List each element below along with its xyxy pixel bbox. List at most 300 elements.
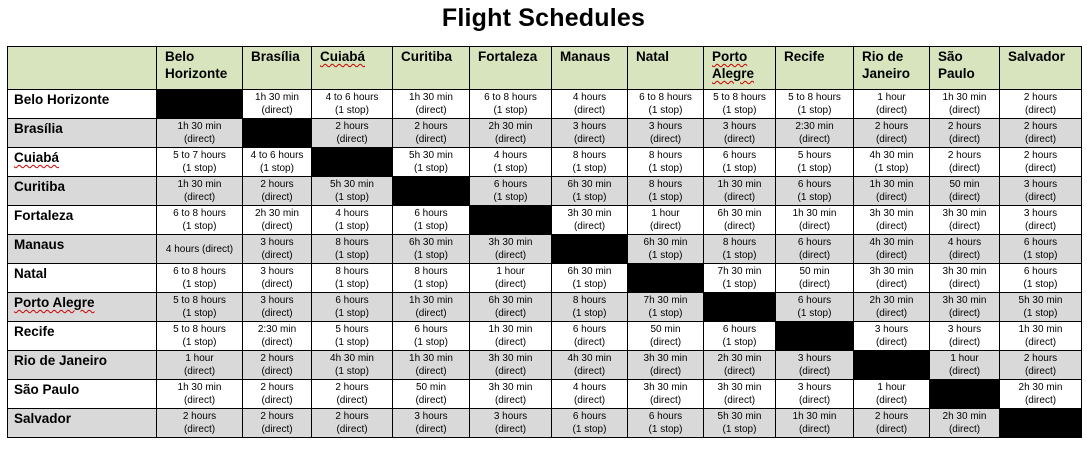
flight-duration: 3h 30 min <box>643 382 688 393</box>
table-row <box>8 90 1082 119</box>
flight-duration: 2h 30 min <box>255 208 299 219</box>
flight-stops: (direct) <box>494 308 527 319</box>
schedule-cell <box>243 264 312 293</box>
schedule-cell <box>854 380 930 409</box>
schedule-cell <box>628 90 704 119</box>
schedule-cell <box>470 177 552 206</box>
table-row <box>8 380 1082 409</box>
schedule-cell <box>552 293 628 322</box>
schedule-cell <box>157 351 243 380</box>
flight-stops: (direct) <box>261 308 293 319</box>
flight-stops: (1 stop) <box>260 163 294 174</box>
flight-stops: (1 stop) <box>414 221 448 232</box>
schedule-cell <box>776 177 854 206</box>
schedule-cell <box>776 264 854 293</box>
schedule-cell <box>393 351 470 380</box>
column-header <box>552 47 628 90</box>
schedule-cell <box>704 409 776 438</box>
flight-stops: (direct) <box>1024 163 1057 174</box>
flight-stops: (direct) <box>948 337 981 348</box>
schedule-cell <box>776 235 854 264</box>
flight-stops: (direct) <box>1024 134 1057 145</box>
schedule-cell <box>312 409 393 438</box>
schedule-cell <box>470 119 552 148</box>
flight-stops: (direct) <box>649 221 682 232</box>
flight-duration: 3 hours <box>260 237 294 248</box>
flight-duration: 6 hours <box>414 208 448 219</box>
flight-duration: 2 hours <box>947 121 982 132</box>
schedule-cell <box>628 177 704 206</box>
schedule-cell <box>628 322 704 351</box>
schedule-cell <box>628 293 704 322</box>
schedule-cell <box>470 148 552 177</box>
flight-stops: (1 stop) <box>335 366 369 377</box>
flight-stops: (1 stop) <box>722 337 757 348</box>
schedule-cell <box>1000 351 1082 380</box>
schedule-cell <box>470 351 552 380</box>
schedule-cell <box>776 206 854 235</box>
schedule-cell <box>704 380 776 409</box>
schedule-cell <box>854 90 930 119</box>
flight-duration: 5 to 8 hours <box>788 92 841 103</box>
schedule-cell <box>628 148 704 177</box>
flight-stops: (direct) <box>1024 395 1057 406</box>
schedule-cell <box>243 90 312 119</box>
flight-duration: 3h 30 min <box>942 295 987 306</box>
flight-duration: 1h 30 min <box>488 324 533 335</box>
schedule-cell <box>1000 293 1082 322</box>
schedule-cell <box>157 177 243 206</box>
schedule-cell <box>393 119 470 148</box>
flight-duration: 4 hours <box>335 208 369 219</box>
row-header <box>8 119 157 148</box>
diagonal-cell <box>776 322 854 351</box>
row-header-text: Brasília <box>14 121 63 136</box>
flight-stops: (1 stop) <box>182 163 217 174</box>
flight-stops: (1 stop) <box>335 279 369 290</box>
column-header <box>157 47 243 90</box>
flight-stops: (direct) <box>649 366 682 377</box>
schedule-cell <box>243 148 312 177</box>
flight-duration: 3h 30 min <box>869 266 914 277</box>
flight-duration: 2 hours <box>1023 92 1058 103</box>
flight-stops: (direct) <box>183 366 216 377</box>
table-row <box>8 293 1082 322</box>
flight-duration: 2 hours <box>1023 121 1058 132</box>
schedule-cell <box>776 380 854 409</box>
flight-stops: (1 stop) <box>414 279 448 290</box>
flight-stops: (direct) <box>875 395 908 406</box>
flight-stops: (direct) <box>948 134 981 145</box>
flight-duration: 8 hours <box>572 295 607 306</box>
flight-stops: (direct) <box>415 424 447 435</box>
flight-duration: 2 hours <box>260 411 294 422</box>
flight-stops: (direct) <box>573 337 606 348</box>
schedule-cell <box>854 264 930 293</box>
flight-duration: 2 hours <box>260 179 294 190</box>
schedule-cell <box>704 119 776 148</box>
flight-duration: 8 hours <box>572 150 607 161</box>
flight-stops: (direct) <box>948 221 981 232</box>
flight-stops: (direct) <box>261 424 293 435</box>
flight-duration: 6 hours <box>1023 266 1058 277</box>
flight-stops: (1 stop) <box>414 163 448 174</box>
schedule-cell <box>393 293 470 322</box>
flight-stops: (1 stop) <box>722 163 757 174</box>
flight-stops: (direct) <box>875 105 908 116</box>
row-header-text: Porto Alegre <box>14 295 95 310</box>
flight-stops: (1 stop) <box>722 105 757 116</box>
flight-duration: 5 to 8 hours <box>173 324 226 335</box>
flight-duration: 3 hours <box>572 121 607 132</box>
flight-duration: 6 hours <box>722 324 757 335</box>
row-header-text: Curitiba <box>14 179 66 194</box>
schedule-cell <box>552 409 628 438</box>
table-row <box>8 177 1082 206</box>
flight-stops: (direct) <box>948 192 981 203</box>
flight-duration: 3 hours <box>493 411 528 422</box>
column-header <box>243 47 312 90</box>
schedule-cell <box>704 264 776 293</box>
schedule-cell <box>776 351 854 380</box>
schedule-cell <box>854 235 930 264</box>
flight-stops: (direct) <box>723 395 756 406</box>
flight-duration: 3 hours <box>1023 179 1058 190</box>
row-header <box>8 409 157 438</box>
flight-stops: (direct) <box>948 163 981 174</box>
flight-duration: 2 hours <box>335 411 369 422</box>
column-header-text: São <box>938 49 963 64</box>
row-header <box>8 206 157 235</box>
flight-stops: (1 stop) <box>797 308 832 319</box>
flight-stops: (1 stop) <box>648 308 683 319</box>
flight-duration: 5h 30 min <box>717 411 762 422</box>
flight-duration: 7h 30 min <box>717 266 762 277</box>
diagonal-cell <box>312 148 393 177</box>
flight-duration: 50 min <box>415 382 446 393</box>
flight-stops: (1 stop) <box>335 308 369 319</box>
flight-stops: (direct) <box>1024 221 1057 232</box>
flight-stops: (direct) <box>1024 105 1057 116</box>
flight-duration: 6 to 8 hours <box>173 266 226 277</box>
flight-duration: 1 hour <box>651 208 680 219</box>
schedule-cell <box>930 177 1000 206</box>
column-header-text: Belo <box>165 49 195 64</box>
schedule-cell <box>930 351 1000 380</box>
flight-stops: (direct) <box>875 308 908 319</box>
flight-stops: (direct) <box>948 424 981 435</box>
schedule-cell <box>470 90 552 119</box>
flight-stops: (direct) <box>573 366 606 377</box>
flight-schedule-table <box>7 46 1082 438</box>
schedule-cell <box>470 235 552 264</box>
flight-duration: 4 hours <box>947 237 982 248</box>
flight-stops: (1 stop) <box>572 163 607 174</box>
flight-duration: 4h 30 min <box>567 353 612 364</box>
schedule-cell <box>157 148 243 177</box>
diagonal-cell <box>243 119 312 148</box>
flight-duration: 4 to 6 hours <box>325 92 379 103</box>
schedule-cell <box>776 293 854 322</box>
flight-stops: (direct) <box>415 105 447 116</box>
schedule-cell <box>628 351 704 380</box>
flight-duration: 3 hours <box>797 382 832 393</box>
column-header <box>312 47 393 90</box>
schedule-cell <box>312 177 393 206</box>
column-header-text: Salvador <box>1008 49 1066 64</box>
flight-stops: (direct) <box>798 395 831 406</box>
flight-duration: 6h 30 min <box>567 179 612 190</box>
schedule-cell <box>930 206 1000 235</box>
flight-stops: (direct) <box>494 134 527 145</box>
flight-stops: (direct) <box>183 395 216 406</box>
flight-duration: 1h 30 min <box>409 353 453 364</box>
flight-stops: (direct) <box>261 337 293 348</box>
flight-stops: (1 stop) <box>1023 250 1058 261</box>
flight-stops: (direct) <box>573 221 606 232</box>
flight-stops: (1 stop) <box>182 337 217 348</box>
flight-stops: (direct) <box>649 337 682 348</box>
flight-duration: 2h 30 min <box>869 295 914 306</box>
schedule-cell <box>393 380 470 409</box>
column-header-text: Brasília <box>251 49 300 64</box>
schedule-cell <box>930 235 1000 264</box>
flight-duration: 6 to 8 hours <box>484 92 537 103</box>
schedule-cell <box>930 119 1000 148</box>
flight-duration: 5 hours <box>797 150 832 161</box>
flight-duration: 2 hours <box>335 121 369 132</box>
flight-duration: 6h 30 min <box>717 208 762 219</box>
schedule-cell <box>776 409 854 438</box>
schedule-cell <box>157 235 243 264</box>
flight-duration: 6 hours <box>797 295 832 306</box>
flight-stops: (direct) <box>948 308 981 319</box>
flight-duration: 1h 30 min <box>942 92 987 103</box>
flight-duration: 2 hours <box>947 150 982 161</box>
flight-stops: (direct) <box>649 395 682 406</box>
schedule-cell <box>157 119 243 148</box>
flight-duration: 6 hours <box>493 179 528 190</box>
flight-duration: 8 hours <box>414 266 448 277</box>
schedule-cell <box>930 409 1000 438</box>
flight-stops: (direct) <box>875 424 908 435</box>
column-header-text: Recife <box>784 49 825 64</box>
table-row <box>8 148 1082 177</box>
table-row <box>8 119 1082 148</box>
flight-stops: (direct) <box>261 250 293 261</box>
flight-stops: (direct) <box>875 250 908 261</box>
table-row <box>8 206 1082 235</box>
flight-stops: (1 stop) <box>648 250 683 261</box>
schedule-cell <box>157 293 243 322</box>
flight-stops: (direct) <box>415 134 447 145</box>
schedule-cell <box>704 148 776 177</box>
flight-duration: 4 hours <box>572 92 607 103</box>
schedule-cell <box>470 293 552 322</box>
flight-duration: 1h 30 min <box>255 92 299 103</box>
flight-duration: 3 hours <box>260 295 294 306</box>
flight-stops: (1 stop) <box>1023 279 1058 290</box>
flight-stops: (direct) <box>261 192 293 203</box>
schedule-cell <box>776 148 854 177</box>
flight-duration: 8 hours <box>335 237 369 248</box>
flight-duration: 5 hours <box>335 324 369 335</box>
schedule-cell <box>1000 235 1082 264</box>
flight-stops: (direct) <box>261 366 293 377</box>
schedule-cell <box>552 148 628 177</box>
schedule-cell <box>312 90 393 119</box>
flight-stops: (1 stop) <box>493 105 528 116</box>
flight-duration: 6 hours <box>797 179 832 190</box>
flight-duration: 5 to 8 hours <box>713 92 766 103</box>
flight-duration: 50 min <box>799 266 830 277</box>
diagonal-cell <box>1000 409 1082 438</box>
flight-duration: 6h 30 min <box>567 266 612 277</box>
row-header-text: Recife <box>14 324 55 339</box>
row-header <box>8 148 157 177</box>
flight-duration: 8 hours <box>335 266 369 277</box>
flight-stops: (direct) <box>494 424 527 435</box>
flight-duration: 1h 30 min <box>869 179 914 190</box>
schedule-cell <box>157 409 243 438</box>
flight-duration: 50 min <box>949 179 980 190</box>
flight-stops: (direct) <box>723 134 756 145</box>
column-header-text: Curitiba <box>401 49 453 64</box>
flight-duration: 2h 30 min <box>488 121 533 132</box>
schedule-cell <box>243 380 312 409</box>
flight-duration: 1h 30 min <box>409 295 453 306</box>
flight-stops: (direct) <box>494 250 527 261</box>
schedule-cell <box>393 235 470 264</box>
row-header <box>8 264 157 293</box>
flight-duration: 3 hours <box>874 324 909 335</box>
flight-stops: (1 stop) <box>722 424 757 435</box>
diagonal-cell <box>157 90 243 119</box>
row-header-text: Manaus <box>14 237 65 252</box>
flight-stops: (direct) <box>798 250 831 261</box>
schedule-cell <box>552 119 628 148</box>
flight-duration: 1 hour <box>877 92 906 103</box>
column-header <box>704 47 776 90</box>
flight-duration: 2 hours <box>335 382 369 393</box>
flight-duration: 6 hours <box>414 324 448 335</box>
schedule-cell <box>1000 177 1082 206</box>
flight-duration: 6 hours <box>572 411 607 422</box>
table-row <box>8 235 1082 264</box>
flight-stops: (direct) <box>494 395 527 406</box>
flight-duration: 1h 30 min <box>792 208 837 219</box>
schedule-cell <box>854 409 930 438</box>
flight-stops: (direct) <box>875 134 908 145</box>
flight-stops: (direct) <box>798 279 831 290</box>
schedule-cell <box>854 206 930 235</box>
schedule-cell <box>1000 90 1082 119</box>
schedule-cell <box>552 177 628 206</box>
flight-duration: 5h 30 min <box>330 179 374 190</box>
flight-duration: 3 hours <box>797 353 832 364</box>
flight-stops: (1 stop) <box>335 250 369 261</box>
schedule-cell <box>704 90 776 119</box>
diagonal-cell <box>470 206 552 235</box>
flight-stops: (direct) <box>261 105 293 116</box>
schedule-cell <box>628 119 704 148</box>
schedule-cell <box>312 264 393 293</box>
flight-stops: (1 stop) <box>414 337 448 348</box>
row-header <box>8 293 157 322</box>
schedule-cell <box>312 322 393 351</box>
flight-duration: 3h 30 min <box>717 382 762 393</box>
schedule-cell <box>393 264 470 293</box>
flight-duration: 4 hours <box>572 382 607 393</box>
schedule-cell <box>157 206 243 235</box>
row-header-text: Belo Horizonte <box>14 92 110 107</box>
flight-duration: 6h 30 min <box>488 295 533 306</box>
flight-duration: 2 hours <box>260 382 294 393</box>
flight-stops: (direct) <box>261 221 293 232</box>
flight-duration: 3 hours <box>260 266 294 277</box>
schedule-cell <box>312 235 393 264</box>
row-header-text: Rio de Janeiro <box>14 353 108 368</box>
schedule-cell <box>157 322 243 351</box>
flight-duration: 2h 30 min <box>942 411 987 422</box>
flight-stops: (1 stop) <box>182 308 217 319</box>
table-row <box>8 351 1082 380</box>
schedule-cell <box>393 90 470 119</box>
schedule-cell <box>243 351 312 380</box>
corner-cell <box>8 47 157 90</box>
flight-duration: 2 hours <box>874 121 909 132</box>
flight-duration: 6 hours <box>722 150 757 161</box>
flight-duration: 4 to 6 hours <box>250 150 304 161</box>
flight-duration: 1h 30 min <box>717 179 762 190</box>
schedule-cell <box>776 90 854 119</box>
flight-duration: 6 hours <box>572 324 607 335</box>
flight-duration: 4 hours (direct) <box>165 243 234 255</box>
flight-duration: 4 hours <box>493 150 528 161</box>
diagonal-cell <box>854 351 930 380</box>
row-header <box>8 322 157 351</box>
schedule-cell <box>854 293 930 322</box>
flight-stops: (direct) <box>948 250 981 261</box>
flight-stops: (direct) <box>1024 192 1057 203</box>
schedule-cell <box>1000 380 1082 409</box>
flight-duration: 1h 30 min <box>1018 324 1063 335</box>
schedule-cell <box>704 235 776 264</box>
row-header-text: Cuiabá <box>14 150 60 165</box>
column-header <box>393 47 470 90</box>
flight-stops: (direct) <box>261 395 293 406</box>
flight-duration: 2 hours <box>182 411 217 422</box>
flight-stops: (1 stop) <box>797 192 832 203</box>
schedule-cell <box>470 322 552 351</box>
flight-duration: 3h 30 min <box>869 208 914 219</box>
flight-duration: 2:30 min <box>257 324 297 335</box>
column-header <box>470 47 552 90</box>
flight-stops: (direct) <box>948 105 981 116</box>
row-header <box>8 90 157 119</box>
flight-duration: 4h 30 min <box>869 237 914 248</box>
row-header <box>8 380 157 409</box>
flight-stops: (1 stop) <box>572 308 607 319</box>
flight-duration: 3h 30 min <box>488 237 533 248</box>
table-body <box>8 90 1082 438</box>
flight-stops: (direct) <box>948 279 981 290</box>
flight-duration: 5 to 7 hours <box>173 150 226 161</box>
schedule-cell <box>312 119 393 148</box>
schedule-cell <box>243 322 312 351</box>
flight-duration: 1 hour <box>185 353 214 364</box>
flight-duration: 5h 30 min <box>1018 295 1063 306</box>
